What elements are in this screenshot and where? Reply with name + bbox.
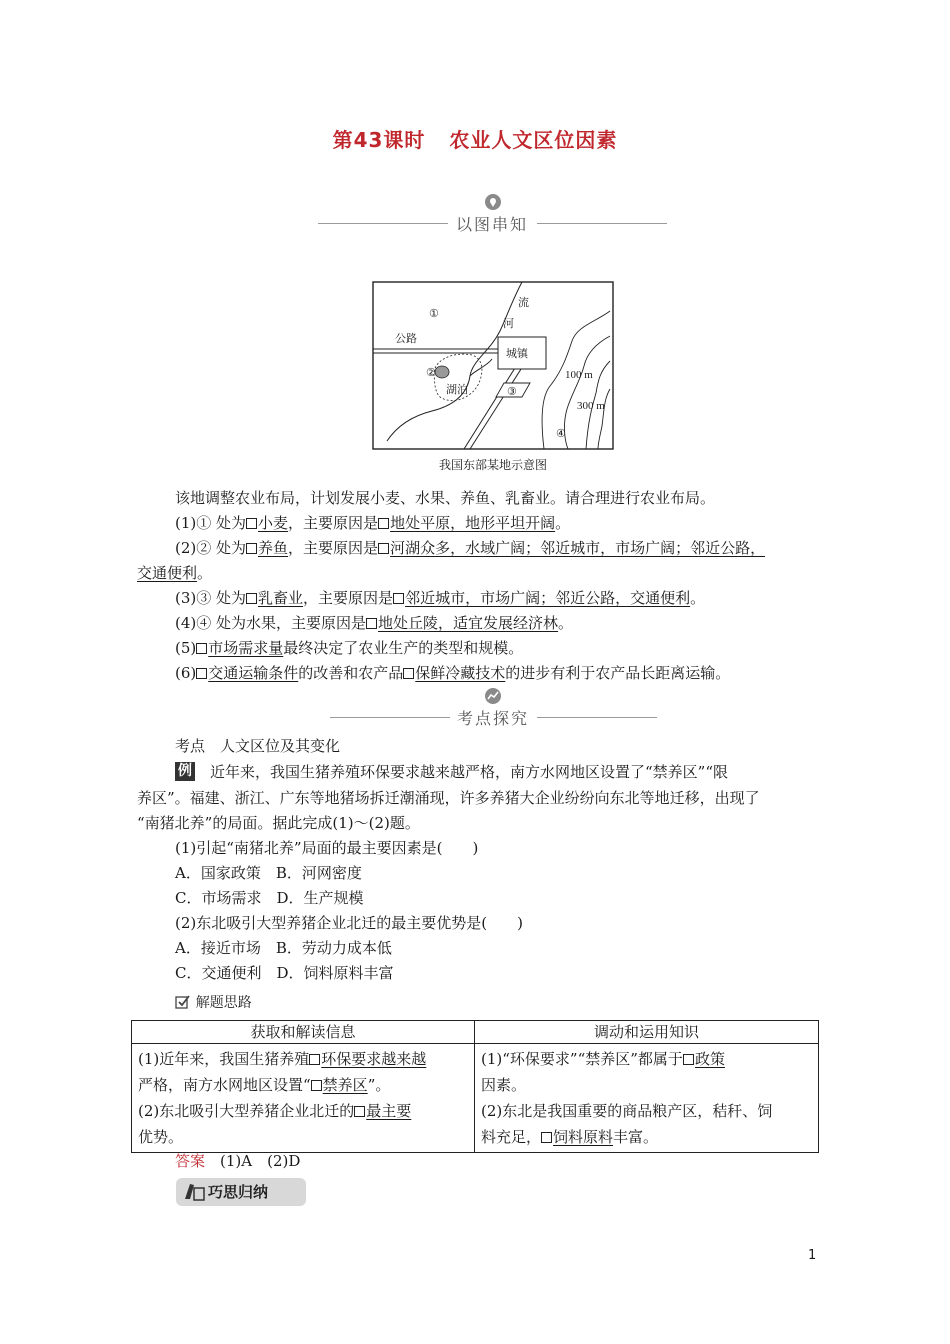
item-4: (4)④ 处为水果，主要原因是 地处丘陵，适宜发展经济林。 (175, 614, 574, 632)
example-text-2: 养区”。福建、浙江、广东等地猪场拆迁潮涌现，许多养猪大企业纷纷向东北等地迁移，出现了 (137, 789, 760, 807)
section-heading-explore: 考点探究 (457, 709, 530, 728)
question-1: (1)引起“南猪北养”局面的最主要因素是( ) (175, 839, 479, 857)
map-label-region1: ① (429, 308, 439, 320)
trend-icon (485, 688, 501, 704)
section-divider-left (330, 717, 450, 718)
blank-box (393, 593, 404, 604)
section-divider-left (318, 223, 448, 224)
item-6: (6) 交通运输条件的改善和农产品 保鲜冷藏技术的进步有利于农产品长距离运输。 (175, 664, 731, 682)
blank-box (378, 518, 389, 529)
blank-box (309, 1054, 320, 1065)
example-text-3: “南猪北养”的局面。据此完成(1)～(2)题。 (137, 814, 420, 832)
map-label-lake: 湖泊 (446, 384, 468, 396)
map-label-road: 公路 (395, 333, 417, 345)
map-label-contour-100: 100 m (565, 369, 593, 381)
blank-box (403, 668, 414, 679)
map-label-river2: 河 (503, 318, 514, 330)
analysis-table (131, 1020, 819, 1153)
answer-label: 答案 (175, 1152, 206, 1170)
blank-box (196, 668, 207, 679)
lesson-number: 第43课时 (332, 128, 426, 152)
map-label-town: 城镇 (506, 348, 528, 360)
answer-text: (1)A (2)D (220, 1152, 301, 1170)
item-1: (1)① 处为 小麦，主要原因是 地处平原，地形平坦开阔。 (175, 514, 571, 532)
blank-box (246, 543, 257, 554)
item-3: (3)③ 处为 乳畜业，主要原因是 邻近城市，市场广阔；邻近公路，交通便利。 (175, 589, 706, 607)
intro-text: 该地调整农业布局，计划发展小麦、水果、养鱼、乳畜业。请合理进行农业布局。 (175, 489, 716, 507)
map-label-region2: ② (426, 367, 436, 379)
blank-box (378, 543, 389, 554)
location-pin-icon (485, 194, 501, 210)
kaodian-heading: 考点 人文区位及其变化 (175, 737, 341, 755)
map-figure (372, 281, 614, 451)
table-header-left: 获取和解读信息 (132, 1021, 475, 1044)
section-divider-right (537, 223, 667, 224)
page-number: 1 (808, 1248, 817, 1263)
page-title (0, 124, 950, 153)
answer-line (175, 1151, 300, 1171)
pen-icon (182, 1180, 208, 1202)
map-label-region4: ④ (556, 428, 566, 440)
item-5: (5) 市场需求量最终决定了农业生产的类型和规模。 (175, 639, 524, 657)
item-2-cont: 交通便利。 (137, 564, 213, 582)
map-label-contour-300: 300 m (577, 400, 605, 412)
item-2: (2)② 处为 养鱼，主要原因是 河湖众多，水域广阔；邻近城市，市场广阔；邻近公路， (175, 539, 766, 557)
blank-box (246, 593, 257, 604)
solution-approach-label: 解题思路 (175, 992, 252, 1012)
checkbox-icon (175, 994, 191, 1010)
question-2: (2)东北吸引大型养猪企业北迁的最主要优势是( ) (175, 914, 523, 932)
table-cell-left: (1)近年来，我国生猪养殖 环保要求越来越 严格，南方水网地区设置“ 禁养区”。 (2)东北吸引大型养猪企业北迁的 最主要 优势。 (132, 1044, 475, 1153)
question-2-options-ab: A．接近市场 B．劳动力成本低 (175, 939, 392, 957)
blank-box (541, 1132, 552, 1143)
blank-box (354, 1106, 365, 1117)
section-heading-map: 以图串知 (456, 215, 529, 234)
example-text-1: 近年来，我国生猪养殖环保要求越来越严格，南方水网地区设置了“禁养区”“限 (210, 763, 729, 781)
section-divider-right (537, 717, 657, 718)
blank-box (196, 643, 207, 654)
table-cell-right: (1)“环保要求”“禁养区”都属于 政策 因素。 (2)东北是我国重要的商品粮产区，秸秆、饲 料充足， 饲料原料丰富。 (475, 1044, 819, 1153)
question-2-options-cd: C．交通便利 D．饲料原料丰富 (175, 964, 394, 982)
table-header-right: 调动和运用知识 (475, 1021, 819, 1044)
lesson-topic: 农业人文区位因素 (449, 128, 618, 152)
blank-box (246, 518, 257, 529)
blank-box (366, 618, 377, 629)
summary-badge: 巧思归纳 (176, 1178, 306, 1206)
map-label-river1: 流 (518, 297, 529, 309)
map-label-region3: ③ (507, 386, 517, 398)
question-1-options-ab: A．国家政策 B．河网密度 (175, 864, 362, 882)
blank-box (311, 1080, 322, 1091)
question-1-options-cd: C．市场需求 D．生产规模 (175, 889, 364, 907)
example-tag: 例 (175, 761, 195, 781)
blank-box (683, 1054, 694, 1065)
map-caption: 我国东部某地示意图 (438, 458, 547, 472)
